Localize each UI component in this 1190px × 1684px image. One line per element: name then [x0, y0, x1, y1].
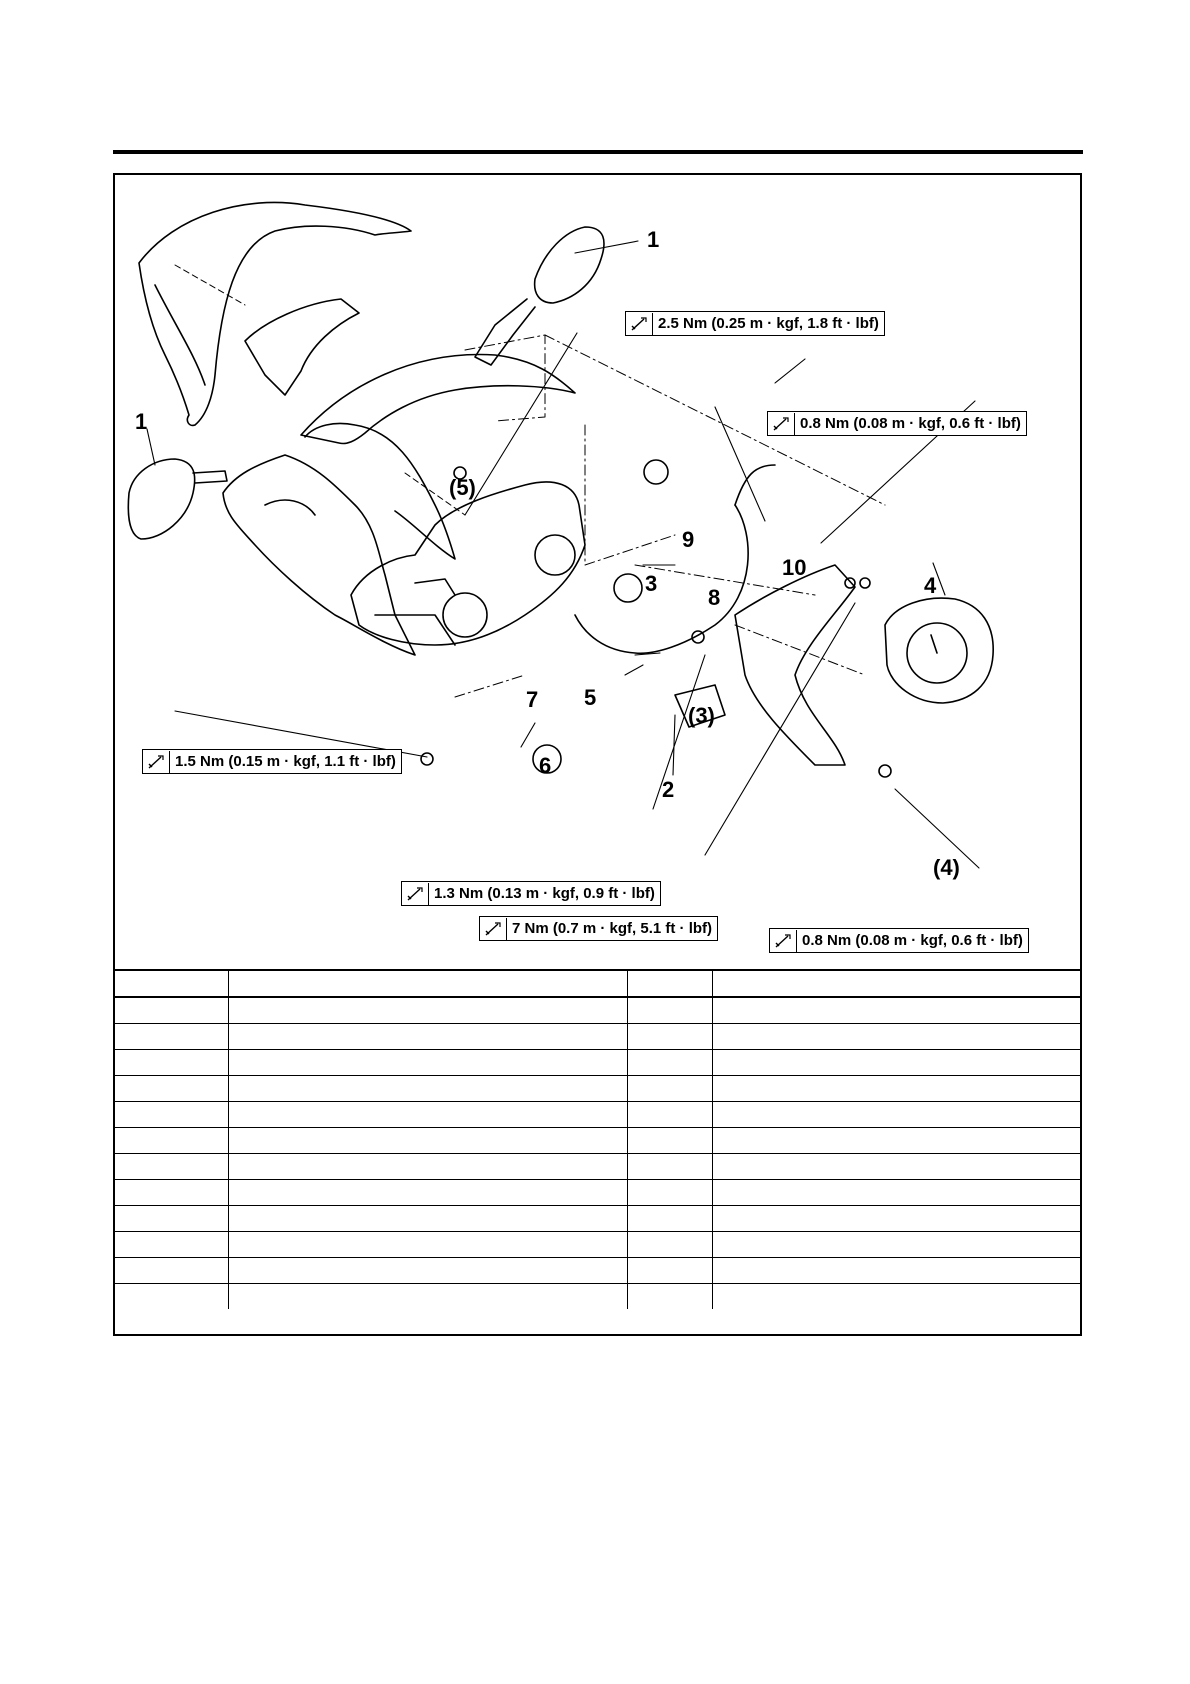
- callout-8: 8: [708, 585, 721, 610]
- callout-6: 6: [539, 753, 552, 778]
- mirror-right: [535, 227, 604, 303]
- wrench-torque-icon: [143, 751, 170, 773]
- table-row: [115, 1154, 1080, 1180]
- header-rule: [113, 150, 1083, 154]
- table-row: [115, 997, 1080, 1024]
- table-row: [115, 1102, 1080, 1128]
- wrench-torque-icon: [480, 918, 507, 940]
- upper-cowl: [301, 355, 575, 444]
- table-row: [115, 1076, 1080, 1102]
- callout-1-left: 1: [135, 409, 148, 434]
- callout-5: 5: [584, 685, 597, 710]
- torque-spec-5-text: 7 Nm (0.7 m · kgf, 5.1 ft · lbf): [512, 920, 713, 937]
- callout-3: 3: [645, 571, 658, 596]
- torque-spec-6: [769, 928, 1029, 953]
- torque-spec-4: [401, 881, 661, 906]
- meter-assembly: [885, 598, 993, 703]
- wrench-torque-icon: [768, 413, 795, 435]
- table-header-row: [115, 970, 1080, 997]
- windshield: [139, 202, 411, 425]
- table-row: [115, 1128, 1080, 1154]
- table-row: [115, 1284, 1080, 1310]
- callout-10: 10: [782, 555, 807, 580]
- callout-4: 4: [924, 573, 937, 598]
- torque-spec-2-text: 0.8 Nm (0.08 m · kgf, 0.6 ft · lbf): [800, 415, 1021, 432]
- wrench-torque-icon: [770, 930, 797, 952]
- torque-spec-1-text: 2.5 Nm (0.25 m · kgf, 1.8 ft · lbf): [658, 315, 879, 332]
- meter-stay: [735, 565, 855, 765]
- headlight-assembly: [351, 482, 585, 645]
- callout-1-top: 1: [647, 227, 660, 252]
- inner-cowl: [245, 299, 359, 395]
- table-row: [115, 1206, 1080, 1232]
- exploded-diagram: [115, 175, 1080, 967]
- torque-spec-5: [479, 916, 718, 941]
- diagram-frame: [113, 173, 1082, 1336]
- mirror-left: [128, 459, 194, 539]
- torque-spec-6-text: 0.8 Nm (0.08 m · kgf, 0.6 ft · lbf): [802, 932, 1023, 949]
- torque-spec-2: [767, 411, 1027, 436]
- wrench-torque-icon: [402, 883, 429, 905]
- callout-3-paren: (3): [688, 703, 715, 728]
- table-row: [115, 1024, 1080, 1050]
- table-row: [115, 1050, 1080, 1076]
- table-row: [115, 1180, 1080, 1206]
- torque-spec-1: [625, 311, 885, 336]
- torque-spec-3-text: 1.5 Nm (0.15 m · kgf, 1.1 ft · lbf): [175, 753, 396, 770]
- side-cowl: [223, 455, 415, 655]
- callout-7: 7: [526, 687, 539, 712]
- callout-9: 9: [682, 527, 695, 552]
- torque-spec-3: [142, 749, 402, 774]
- callout-4-paren: (4): [933, 855, 960, 880]
- table-row: [115, 1232, 1080, 1258]
- table-row: [115, 1258, 1080, 1284]
- wrench-torque-icon: [626, 313, 653, 335]
- torque-spec-4-text: 1.3 Nm (0.13 m · kgf, 0.9 ft · lbf): [434, 885, 655, 902]
- parts-table: [115, 969, 1080, 1309]
- callout-5-paren: (5): [449, 475, 476, 500]
- callout-2: 2: [662, 777, 675, 802]
